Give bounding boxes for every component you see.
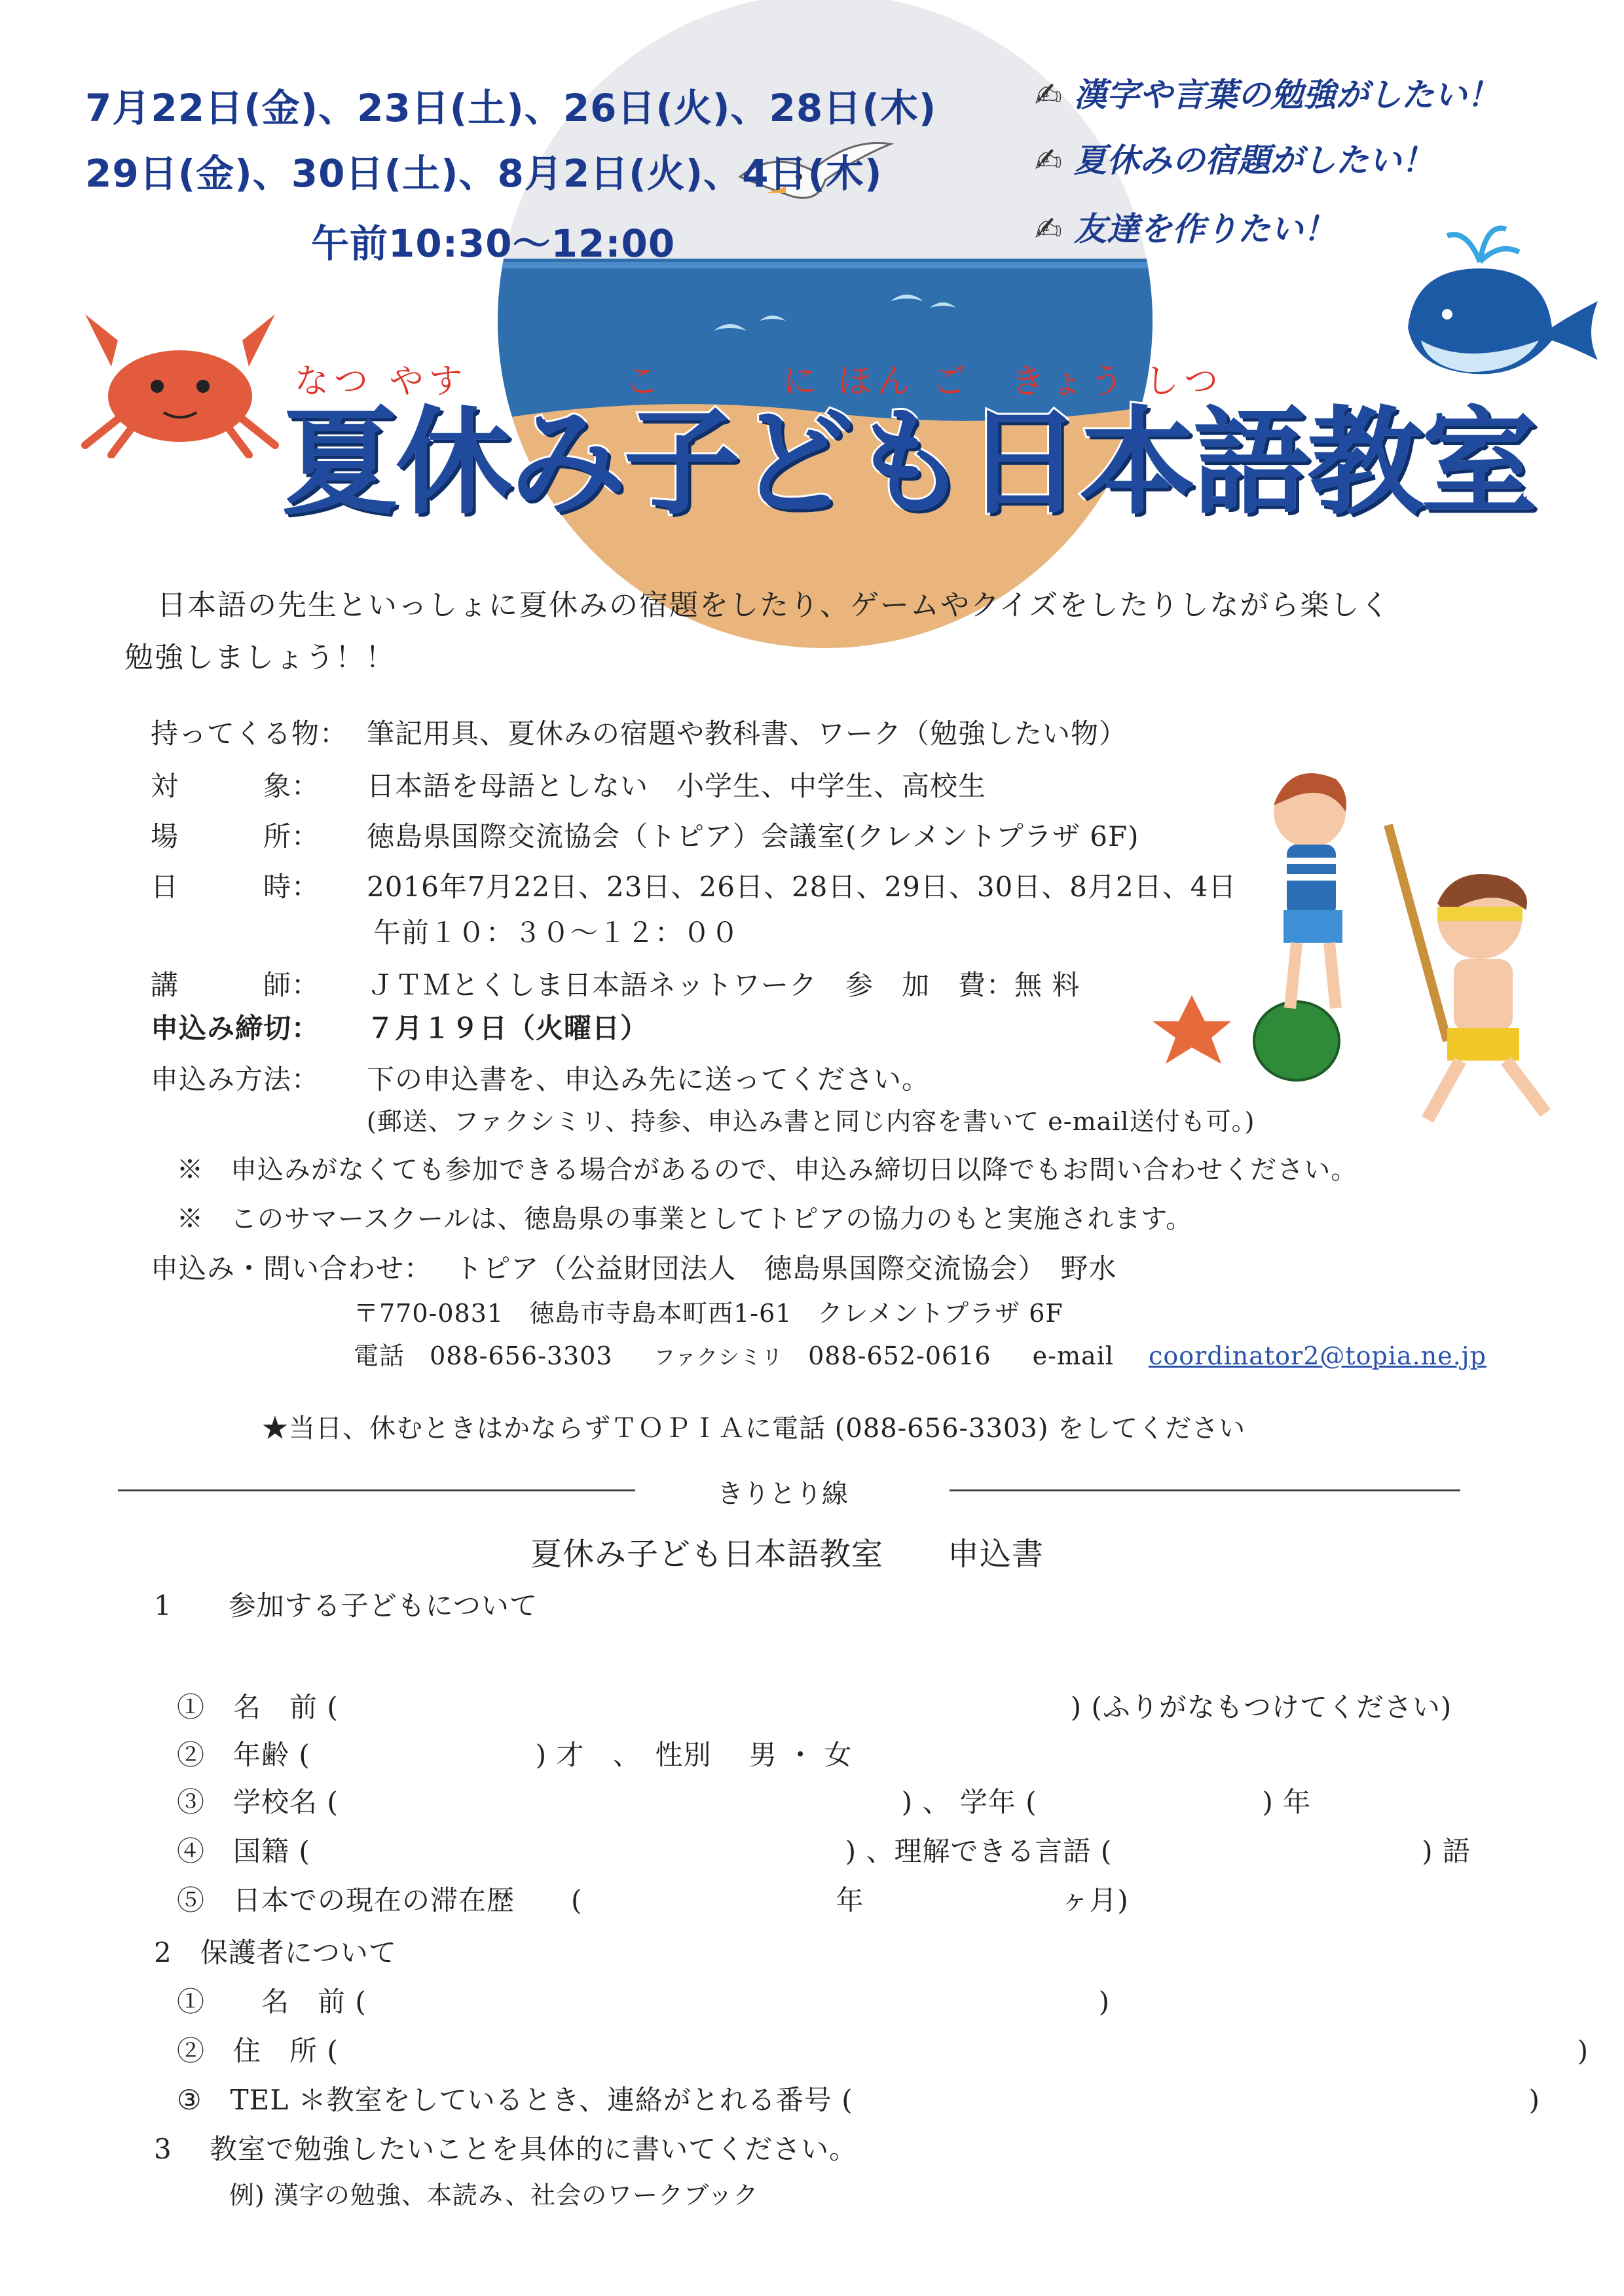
absence-notice: ★当日、休むときはかならずＴＯＰＩＡに電話 (088-656-3303) をしてください	[262, 1413, 1246, 1444]
form-guardian-address: ② 住 所 ( )	[177, 2035, 1589, 2067]
info-place-label: 場 所：	[151, 820, 320, 852]
email-link[interactable]: coordinator2@topia.ne.jp	[1149, 1341, 1486, 1370]
wish-item-homework: ✍ 夏休みの宿題がしたい！	[1035, 141, 1434, 179]
info-method	[151, 1058, 930, 1097]
form-section-3: 3 教室で勉強したいことを具体的に書いてください。	[154, 2133, 858, 2165]
intro-line-1: 日本語の先生といっしょに夏休みの宿題をしたり、ゲームやクイズをしたりしながら楽しく	[157, 589, 1391, 622]
info-teacher-label: 講 師：	[151, 969, 320, 1001]
info-method-note: (郵送、ファクシミリ、持参、申込み書と同じ内容を書いて e-mail送付も可。)	[367, 1107, 1255, 1136]
starfish-icon	[1153, 995, 1231, 1064]
info-date	[151, 866, 1236, 905]
form-child-age-sex: ② 年齢 ( ) 才 、 性別 男 ・ 女	[177, 1739, 853, 1771]
phone-label: 電話	[354, 1341, 405, 1370]
phone-number: 088-656-3303	[430, 1341, 613, 1370]
info-contact	[151, 1247, 1116, 1286]
info-deadline-value: ７月１９日（火曜日）	[367, 1012, 649, 1044]
info-method-label: 申込み方法：	[151, 1063, 320, 1095]
form-guardian-tel: ③ TEL ＊教室をしているとき、連絡がとれる番号 ( )	[177, 2084, 1541, 2116]
info-date-label: 日 時：	[151, 871, 320, 903]
form-title: 夏休み子ども日本語教室 申込書	[530, 1536, 1044, 1573]
form-section-2: 2 保護者について	[154, 1937, 397, 1969]
form-child-school: ③ 学校名 ( ) 、 学年 ( ) 年	[177, 1786, 1312, 1818]
pen-icon: ✍	[1035, 210, 1062, 248]
kids-watermelon-illustration	[1139, 733, 1598, 1139]
watermelon-icon	[1254, 1002, 1339, 1080]
info-date-value: 2016年7月22日、23日、26日、28日、29日、30日、8月2日、4日	[367, 871, 1237, 903]
info-contact-label: 申込み・問い合わせ：	[151, 1252, 433, 1285]
info-target-value: 日本語を母語としない 小学生、中学生、高校生	[367, 770, 987, 802]
pen-icon: ✍	[1035, 76, 1062, 114]
note-no-application: ※ 申込みがなくても参加できる場合があるので、申込み締切日以降でもお問い合わせください。	[177, 1155, 1358, 1185]
info-address: 〒770-0831 徳島市寺島本町西1-61 クレメントプラザ 6F	[354, 1299, 1063, 1328]
info-bring	[151, 712, 1127, 752]
info-phones	[354, 1336, 1486, 1372]
info-target-label: 対 象：	[151, 770, 320, 802]
schedule-line-1: 7月22日(金)、23日(土)、26日(火)、28日(木)	[85, 86, 937, 130]
info-deadline-label: 申込み締切：	[151, 1012, 320, 1044]
note-summer-school: ※ このサマースクールは、徳島県の事業としてトピアの協力のもと実施されます。	[177, 1204, 1193, 1234]
info-teacher-value: ＪＴＭとくしま日本語ネットワーク 参 加 費：無 料	[367, 969, 1080, 1001]
form-child-name: ① 名 前 ( ) (ふりがなもつけてください)	[177, 1691, 1452, 1723]
info-bring-label: 持ってくる物：	[151, 718, 348, 750]
email-label: e-mail	[1032, 1341, 1114, 1370]
form-child-stay: ⑤ 日本での現在の滞在歴 ( 年 ヶ月)	[177, 1884, 1129, 1916]
info-bring-value: 筆記用具、夏休みの宿題や教科書、ワーク（勉強したい物）	[367, 718, 1128, 750]
info-place-value: 徳島県国際交流協会（トピア）会議室(クレメントプラザ 6F)	[367, 820, 1139, 852]
intro-line-2: 勉強しましょう！！	[124, 641, 396, 674]
cut-line-left	[118, 1489, 635, 1491]
crab-icon	[72, 288, 288, 458]
fax-number: 088-652-0616	[808, 1341, 991, 1370]
pen-icon: ✍	[1035, 141, 1062, 179]
form-guardian-name: ① 名 前 ( )	[177, 1986, 1111, 2018]
schedule-line-2: 29日(金)、30日(土)、8月2日(火)、4日(木)	[85, 151, 883, 196]
wish-item-kanji: ✍ 漢字や言葉の勉強がしたい！	[1035, 76, 1500, 114]
form-section-1: 1 参加する子どもについて	[154, 1590, 538, 1622]
form-child-nationality: ④ 国籍 ( ) 、理解できる言語 ( ) 語	[177, 1835, 1471, 1867]
info-date-time: 午前１０：３０〜１２：００	[373, 917, 740, 949]
form-example: 例) 漢字の勉強、本読み、社会のワークブック	[229, 2181, 759, 2210]
info-method-value: 下の申込書を、申込み先に送ってください。	[367, 1063, 931, 1095]
wish-item-friends: ✍ 友達を作りたい！	[1035, 210, 1336, 248]
page-title: 夏休み子ども日本語教室	[282, 395, 1535, 530]
fax-label: ファクシミリ	[654, 1345, 784, 1370]
title-ruby: なつ やす こ に ほん ご きょう しつ	[295, 362, 1224, 401]
whale-icon	[1388, 216, 1611, 386]
info-deadline	[151, 1007, 648, 1046]
cut-line-label: きりとり線	[717, 1479, 848, 1509]
info-place	[151, 815, 1139, 854]
schedule-time: 午前10:30〜12:00	[311, 221, 676, 266]
info-contact-value: トピア（公益財団法人 徳島県国際交流協会） 野水	[454, 1252, 1117, 1285]
cut-line-right	[950, 1489, 1460, 1491]
info-target	[151, 765, 986, 804]
info-teacher	[151, 964, 1080, 1003]
